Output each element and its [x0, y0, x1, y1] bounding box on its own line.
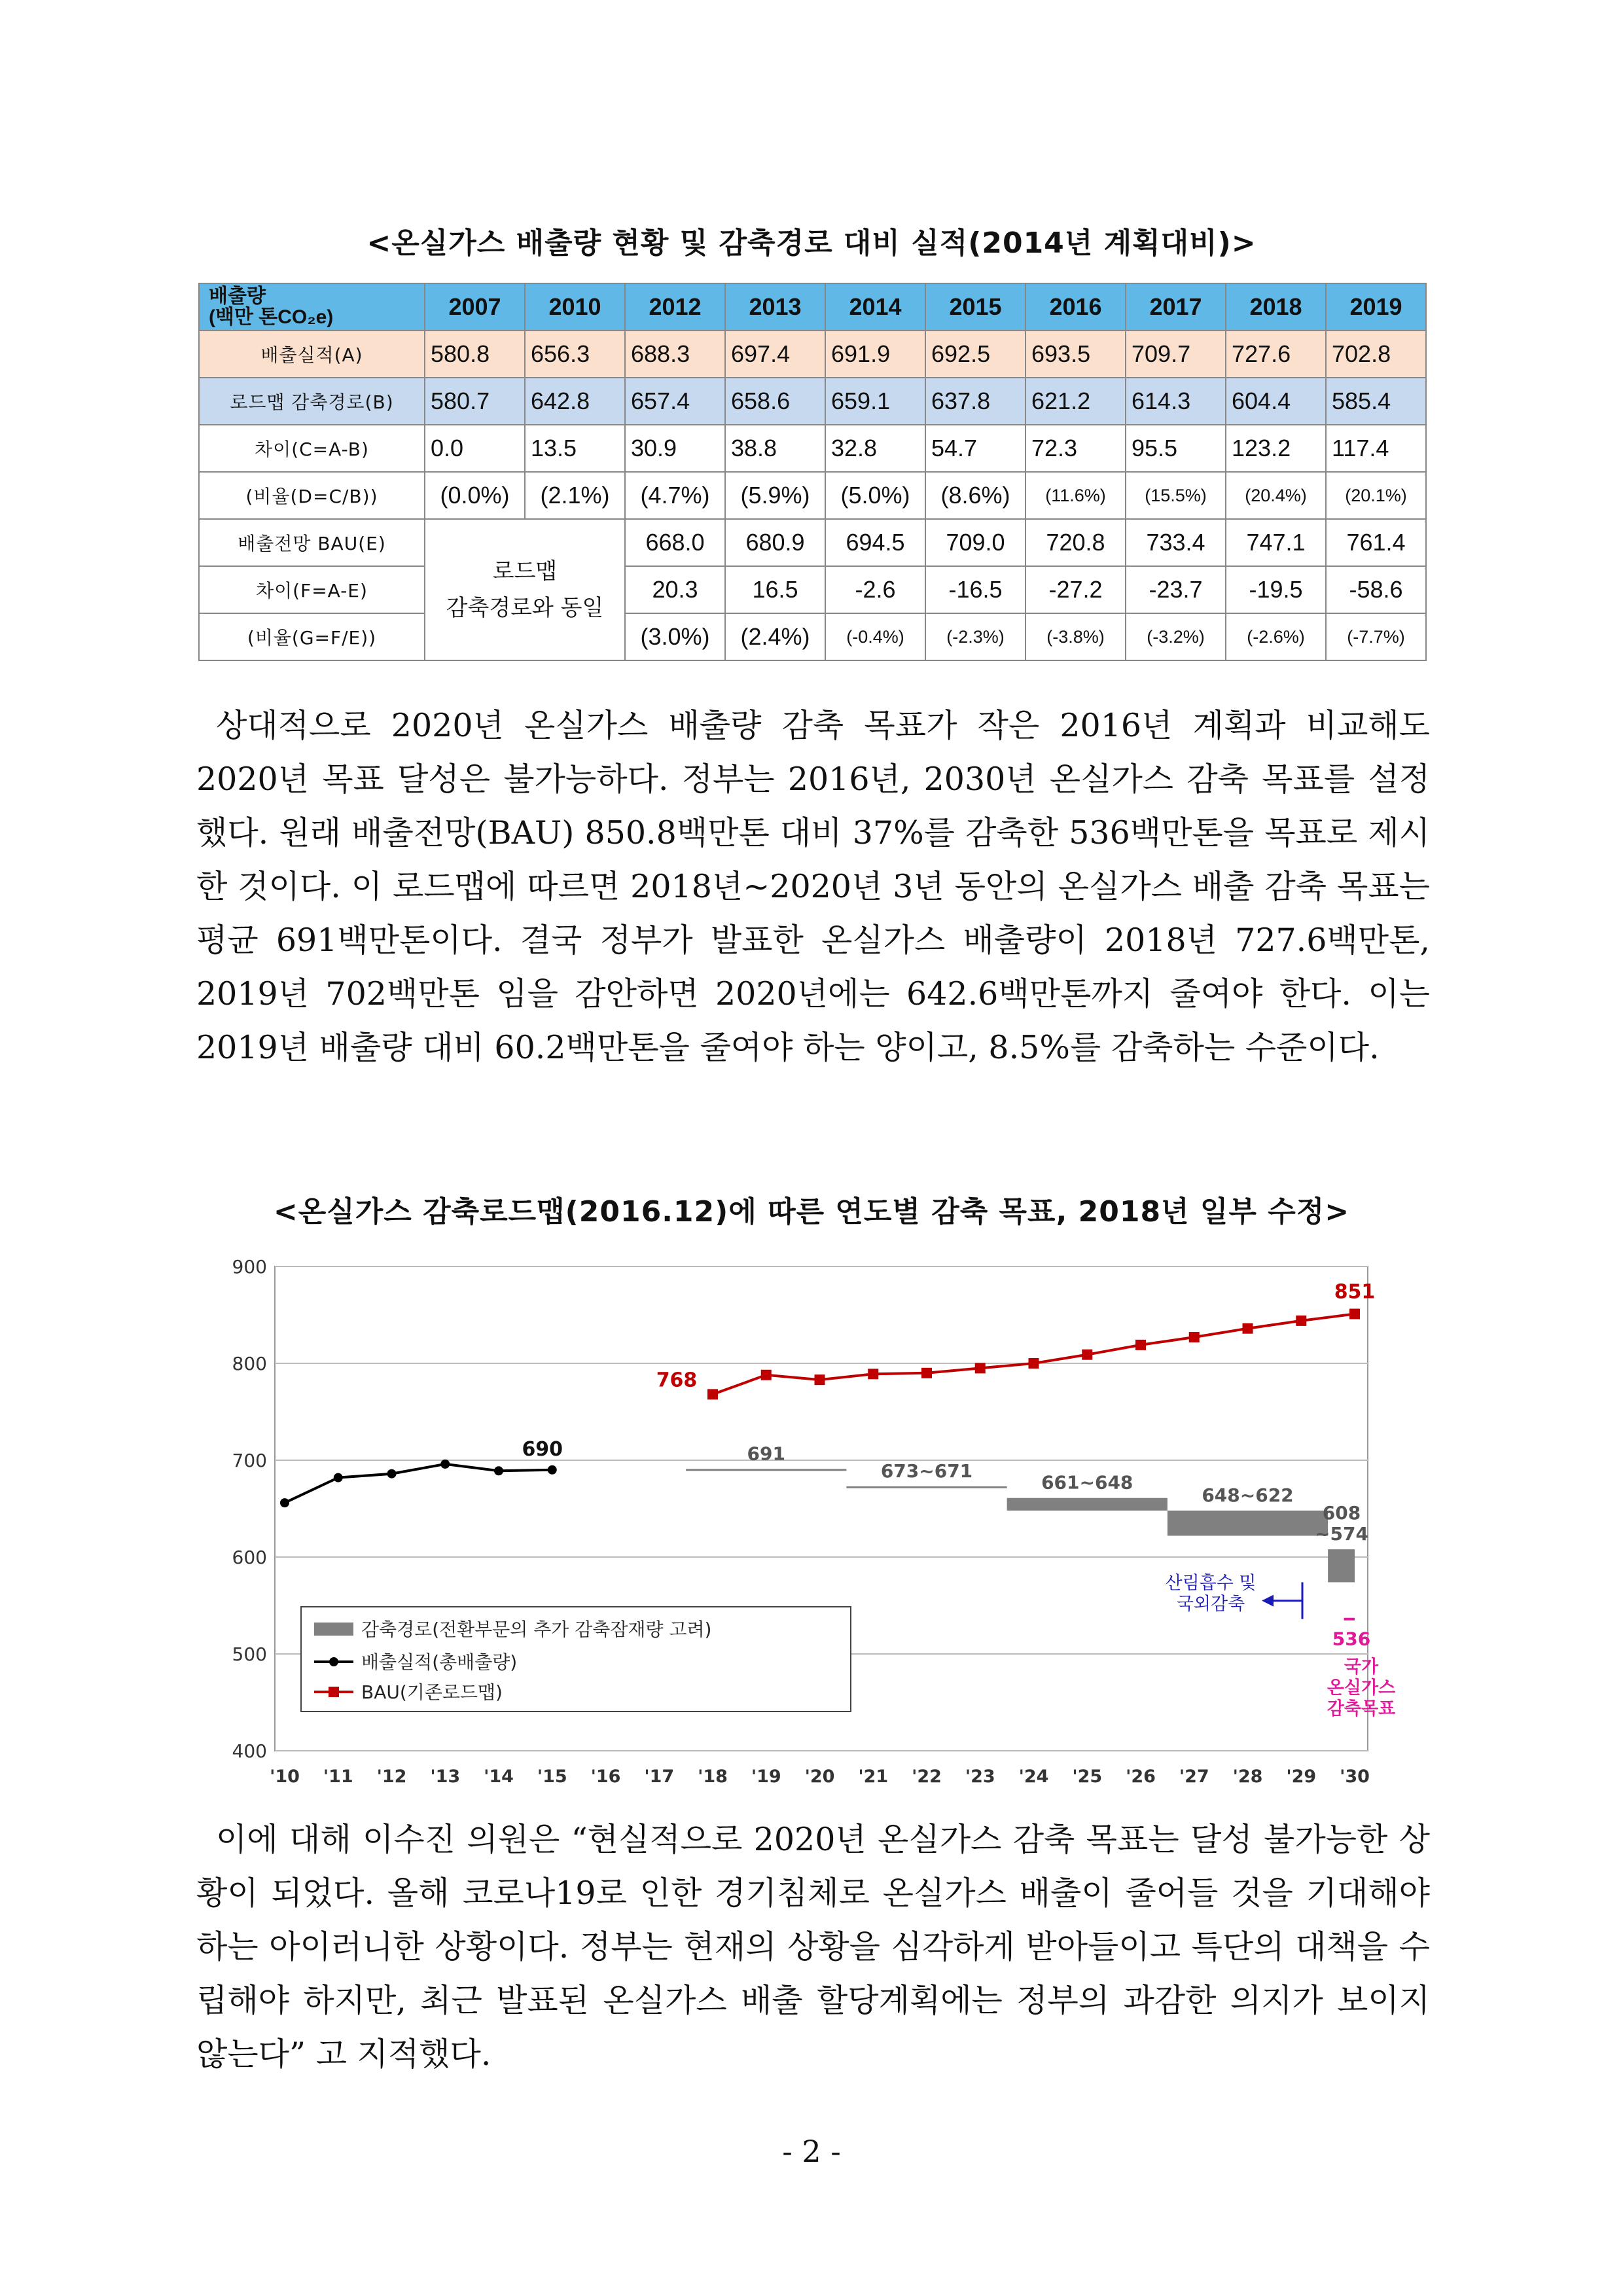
table-cell: (20.4%)	[1226, 472, 1326, 519]
annotation-text: 산림흡수 및	[1165, 1573, 1257, 1594]
table-cell: -19.5	[1226, 566, 1326, 613]
table-cell: 95.5	[1126, 425, 1226, 472]
x-tick-label: '14	[484, 1767, 514, 1787]
table-cell: 720.8	[1026, 519, 1126, 566]
year-header: 2010	[525, 283, 625, 331]
table-cell: (2.4%)	[725, 613, 825, 660]
reduction-step	[1168, 1511, 1328, 1535]
table-cell: (-7.7%)	[1326, 613, 1426, 660]
actual-emissions-point	[494, 1466, 503, 1475]
table-cell: (20.1%)	[1326, 472, 1426, 519]
table-cell: 702.8	[1326, 331, 1426, 378]
merged-cell: 로드맵 감축경로와 동일	[425, 519, 625, 660]
y-tick-label: 500	[232, 1643, 267, 1665]
table-cell: 761.4	[1326, 519, 1426, 566]
actual-emissions-line	[285, 1464, 552, 1503]
table-cell: 580.8	[425, 331, 525, 378]
row-label: 배출전망 BAU(E)	[199, 519, 425, 566]
table-cell: (15.5%)	[1126, 472, 1226, 519]
table-row-bau-diff	[199, 566, 1426, 613]
table-cell: (5.0%)	[825, 472, 925, 519]
bau-point	[707, 1389, 718, 1399]
table-cell: 123.2	[1226, 425, 1326, 472]
table-cell: 697.4	[725, 331, 825, 378]
reduction-step-label: 691	[747, 1443, 785, 1465]
target-text: 감축목표	[1327, 1698, 1396, 1719]
bau-point	[1029, 1358, 1039, 1369]
table-row-diff	[199, 425, 1426, 472]
table-cell: 688.3	[625, 331, 725, 378]
y-tick-label: 800	[232, 1353, 267, 1374]
year-header: 2017	[1126, 283, 1226, 331]
table-cell: (-2.6%)	[1226, 613, 1326, 660]
table-cell: 0.0	[425, 425, 525, 472]
table-row-actual	[199, 331, 1426, 378]
year-header: 2014	[825, 283, 925, 331]
x-tick-label: '11	[323, 1767, 353, 1787]
table-cell: 642.8	[525, 378, 625, 425]
table-cell: (-0.4%)	[825, 613, 925, 660]
y-tick-label: 600	[232, 1547, 267, 1568]
table-cell: 709.7	[1126, 331, 1226, 378]
table-cell: 733.4	[1126, 519, 1226, 566]
table-cell: 656.3	[525, 331, 625, 378]
x-tick-label: '25	[1072, 1767, 1103, 1787]
table-header-label: 배출량 (백만 톤CO₂e)	[199, 283, 425, 331]
table-cell: (0.0%)	[425, 472, 525, 519]
table-cell: (8.6%)	[925, 472, 1026, 519]
table-cell: (11.6%)	[1026, 472, 1126, 519]
reduction-step	[1007, 1498, 1168, 1511]
table-cell: 691.9	[825, 331, 925, 378]
bau-point	[761, 1370, 772, 1380]
reduction-step	[686, 1469, 846, 1471]
table-cell: -2.6	[825, 566, 925, 613]
table-cell: 637.8	[925, 378, 1026, 425]
x-tick-label: '21	[858, 1767, 889, 1787]
bau-point	[1243, 1323, 1253, 1334]
paragraph-1: 상대적으로 2020년 온실가스 배출량 감축 목표가 작은 2016년 계획과 비교해도 2020년 목표 달성은 불가능하다. 정부는 2016년, 2030년 온실가스 감축 목표를 설정했다. 원래 배출전망(BAU) 850.8백만톤 대비 37%를 감축한 536백만톤을 목표로 제시한 것이다. 이 로드맵에 따르면 2018년~2020년 3년 동안의 온실가스 배출 감축 목표는 평균 691백만톤이다. 결국 정부가 발표한 온실가스 배출량이 2018년 727.6백만톤, 2019년 702백만톤 임을 감안하면 2020년에는 642.6백만톤까지 줄여야 한다. 이는 2019년 배출량 대비 60.2백만톤을 줄여야 하는 양이고, 8.5%를 감축하는 수준이다.	[196, 707, 1430, 1066]
x-tick-label: '23	[965, 1767, 995, 1787]
bau-point	[975, 1363, 986, 1373]
table-cell: -16.5	[925, 566, 1026, 613]
bau-point	[1296, 1316, 1306, 1326]
reduction-step-label: ~574	[1315, 1523, 1368, 1545]
target-text: 온실가스	[1327, 1677, 1396, 1698]
actual-emissions-point	[334, 1473, 343, 1482]
x-tick-label: '16	[590, 1767, 621, 1787]
x-tick-label: '19	[751, 1767, 781, 1787]
bau-point	[921, 1368, 932, 1378]
reduction-step-label: 661~648	[1041, 1471, 1133, 1494]
reduction-step	[846, 1486, 1007, 1488]
table-title: <온실가스 배출량 현황 및 감축경로 대비 실적(2014년 계획대비)>	[366, 226, 1257, 260]
table-cell: 614.3	[1126, 378, 1226, 425]
y-tick-label: 900	[232, 1256, 267, 1278]
y-tick-label: 400	[232, 1740, 267, 1762]
legend-marker-actual	[329, 1657, 338, 1666]
table-row-roadmap	[199, 378, 1426, 425]
page-number: - 2 -	[782, 2134, 841, 2169]
legend-label: 감축경로(전환부문의 추가 감축잠재량 고려)	[361, 1619, 712, 1640]
x-tick-label: '22	[912, 1767, 942, 1787]
table-cell: 659.1	[825, 378, 925, 425]
table-cell: 657.4	[625, 378, 725, 425]
annotation-text: 국외감축	[1176, 1594, 1245, 1615]
table-cell: 668.0	[625, 519, 725, 566]
chart-title: <온실가스 감축로드맵(2016.12)에 따른 연도별 감축 목표, 2018년 일부 수정>	[273, 1195, 1350, 1229]
x-tick-label: '20	[804, 1767, 835, 1787]
x-tick-label: '27	[1179, 1767, 1209, 1787]
table-cell: 621.2	[1026, 378, 1126, 425]
year-header: 2019	[1326, 283, 1426, 331]
table-cell: 32.8	[825, 425, 925, 472]
table-cell: 747.1	[1226, 519, 1326, 566]
paragraph-2: 이에 대해 이수진 의원은 “현실적으로 2020년 온실가스 감축 목표는 달성 불가능한 상황이 되었다. 올해 코로나19로 인한 경기침체로 온실가스 배출이 줄어들 것을 기대해야 하는 아이러니한 상황이다. 정부는 현재의 상황을 심각하게 받아들이고 특단의 대책을 수립해야 하지만, 최근 발표된 온실가스 배출 할당계획에는 정부의 과감한 의지가 보이지 않는다” 고 지적했다.	[196, 1821, 1430, 2073]
bau-end-label: 851	[1334, 1280, 1376, 1304]
table-cell: 727.6	[1226, 331, 1326, 378]
table-cell: (2.1%)	[525, 472, 625, 519]
x-tick-label: '17	[644, 1767, 675, 1787]
last-actual-label: 690	[522, 1437, 563, 1461]
row-label: (비율(G=F/E))	[199, 613, 425, 660]
row-label: 로드맵 감축경로(B)	[199, 378, 425, 425]
legend-swatch-reduction	[314, 1623, 353, 1636]
year-header: 2016	[1026, 283, 1126, 331]
year-header: 2013	[725, 283, 825, 331]
actual-emissions-point	[548, 1465, 557, 1475]
x-tick-label: '12	[376, 1767, 407, 1787]
table-cell: (5.9%)	[725, 472, 825, 519]
table-cell: 30.9	[625, 425, 725, 472]
legend-marker-bau	[329, 1687, 339, 1697]
table-cell: 38.8	[725, 425, 825, 472]
year-header: 2015	[925, 283, 1026, 331]
table-cell: 16.5	[725, 566, 825, 613]
row-label: (비율(D=C/B))	[199, 472, 425, 519]
bau-point	[815, 1374, 825, 1385]
bau-point	[1349, 1309, 1360, 1319]
reduction-roadmap-chart	[196, 1240, 1400, 1816]
actual-emissions-point	[440, 1460, 450, 1469]
table-cell: 693.5	[1026, 331, 1126, 378]
reduction-step-label: 673~671	[880, 1460, 973, 1482]
bau-point	[1082, 1350, 1092, 1360]
bau-point	[1189, 1332, 1200, 1342]
x-tick-label: '10	[270, 1767, 300, 1787]
x-tick-label: '24	[1018, 1767, 1049, 1787]
x-tick-label: '18	[698, 1767, 728, 1787]
bau-line	[713, 1314, 1355, 1395]
year-header: 2012	[625, 283, 725, 331]
table-row-bau-ratio	[199, 613, 1426, 660]
actual-emissions-point	[280, 1498, 289, 1507]
year-header: 2007	[425, 283, 525, 331]
table-cell: 72.3	[1026, 425, 1126, 472]
bau-point	[1135, 1340, 1146, 1350]
table-cell: 580.7	[425, 378, 525, 425]
table-cell: 604.4	[1226, 378, 1326, 425]
x-tick-label: '26	[1126, 1767, 1156, 1787]
row-label: 차이(F=A-E)	[199, 566, 425, 613]
table-cell: (-2.3%)	[925, 613, 1026, 660]
row-label: 배출실적(A)	[199, 331, 425, 378]
x-tick-label: '13	[430, 1767, 461, 1787]
table-cell: 694.5	[825, 519, 925, 566]
target-text: 국가	[1344, 1657, 1379, 1677]
actual-emissions-point	[387, 1469, 397, 1479]
table-cell: (3.0%)	[625, 613, 725, 660]
table-header-row	[199, 283, 1426, 331]
legend-label: 배출실적(총배출량)	[361, 1651, 518, 1673]
legend-label: BAU(기존로드맵)	[361, 1681, 503, 1703]
x-tick-label: '15	[537, 1767, 567, 1787]
y-tick-label: 700	[232, 1450, 267, 1471]
annotation-arrow-head	[1262, 1595, 1274, 1607]
table-cell: (4.7%)	[625, 472, 725, 519]
target-value-label: 536	[1332, 1628, 1371, 1650]
year-header: 2018	[1226, 283, 1326, 331]
table-cell: 692.5	[925, 331, 1026, 378]
x-tick-label: '28	[1232, 1767, 1263, 1787]
bau-point	[868, 1369, 878, 1379]
table-cell: -23.7	[1126, 566, 1226, 613]
table-cell: (-3.8%)	[1026, 613, 1126, 660]
table-cell: -27.2	[1026, 566, 1126, 613]
table-row-bau	[199, 519, 1426, 566]
table-cell: 709.0	[925, 519, 1026, 566]
table-row-ratio	[199, 472, 1426, 519]
table-cell: -58.6	[1326, 566, 1426, 613]
table-cell: 13.5	[525, 425, 625, 472]
reduction-step-label: 648~622	[1202, 1484, 1294, 1506]
table-cell: 658.6	[725, 378, 825, 425]
x-tick-label: '30	[1340, 1767, 1370, 1787]
table-cell: 117.4	[1326, 425, 1426, 472]
bau-start-label: 768	[656, 1369, 698, 1392]
reduction-step-label: 608	[1322, 1502, 1361, 1524]
table-cell: 54.7	[925, 425, 1026, 472]
x-tick-label: '29	[1286, 1767, 1317, 1787]
emissions-table	[198, 283, 1427, 661]
table-cell: (-3.2%)	[1126, 613, 1226, 660]
reduction-step	[1328, 1549, 1355, 1582]
row-label: 차이(C=A-B)	[199, 425, 425, 472]
table-cell: 680.9	[725, 519, 825, 566]
table-cell: 585.4	[1326, 378, 1426, 425]
table-cell: 20.3	[625, 566, 725, 613]
